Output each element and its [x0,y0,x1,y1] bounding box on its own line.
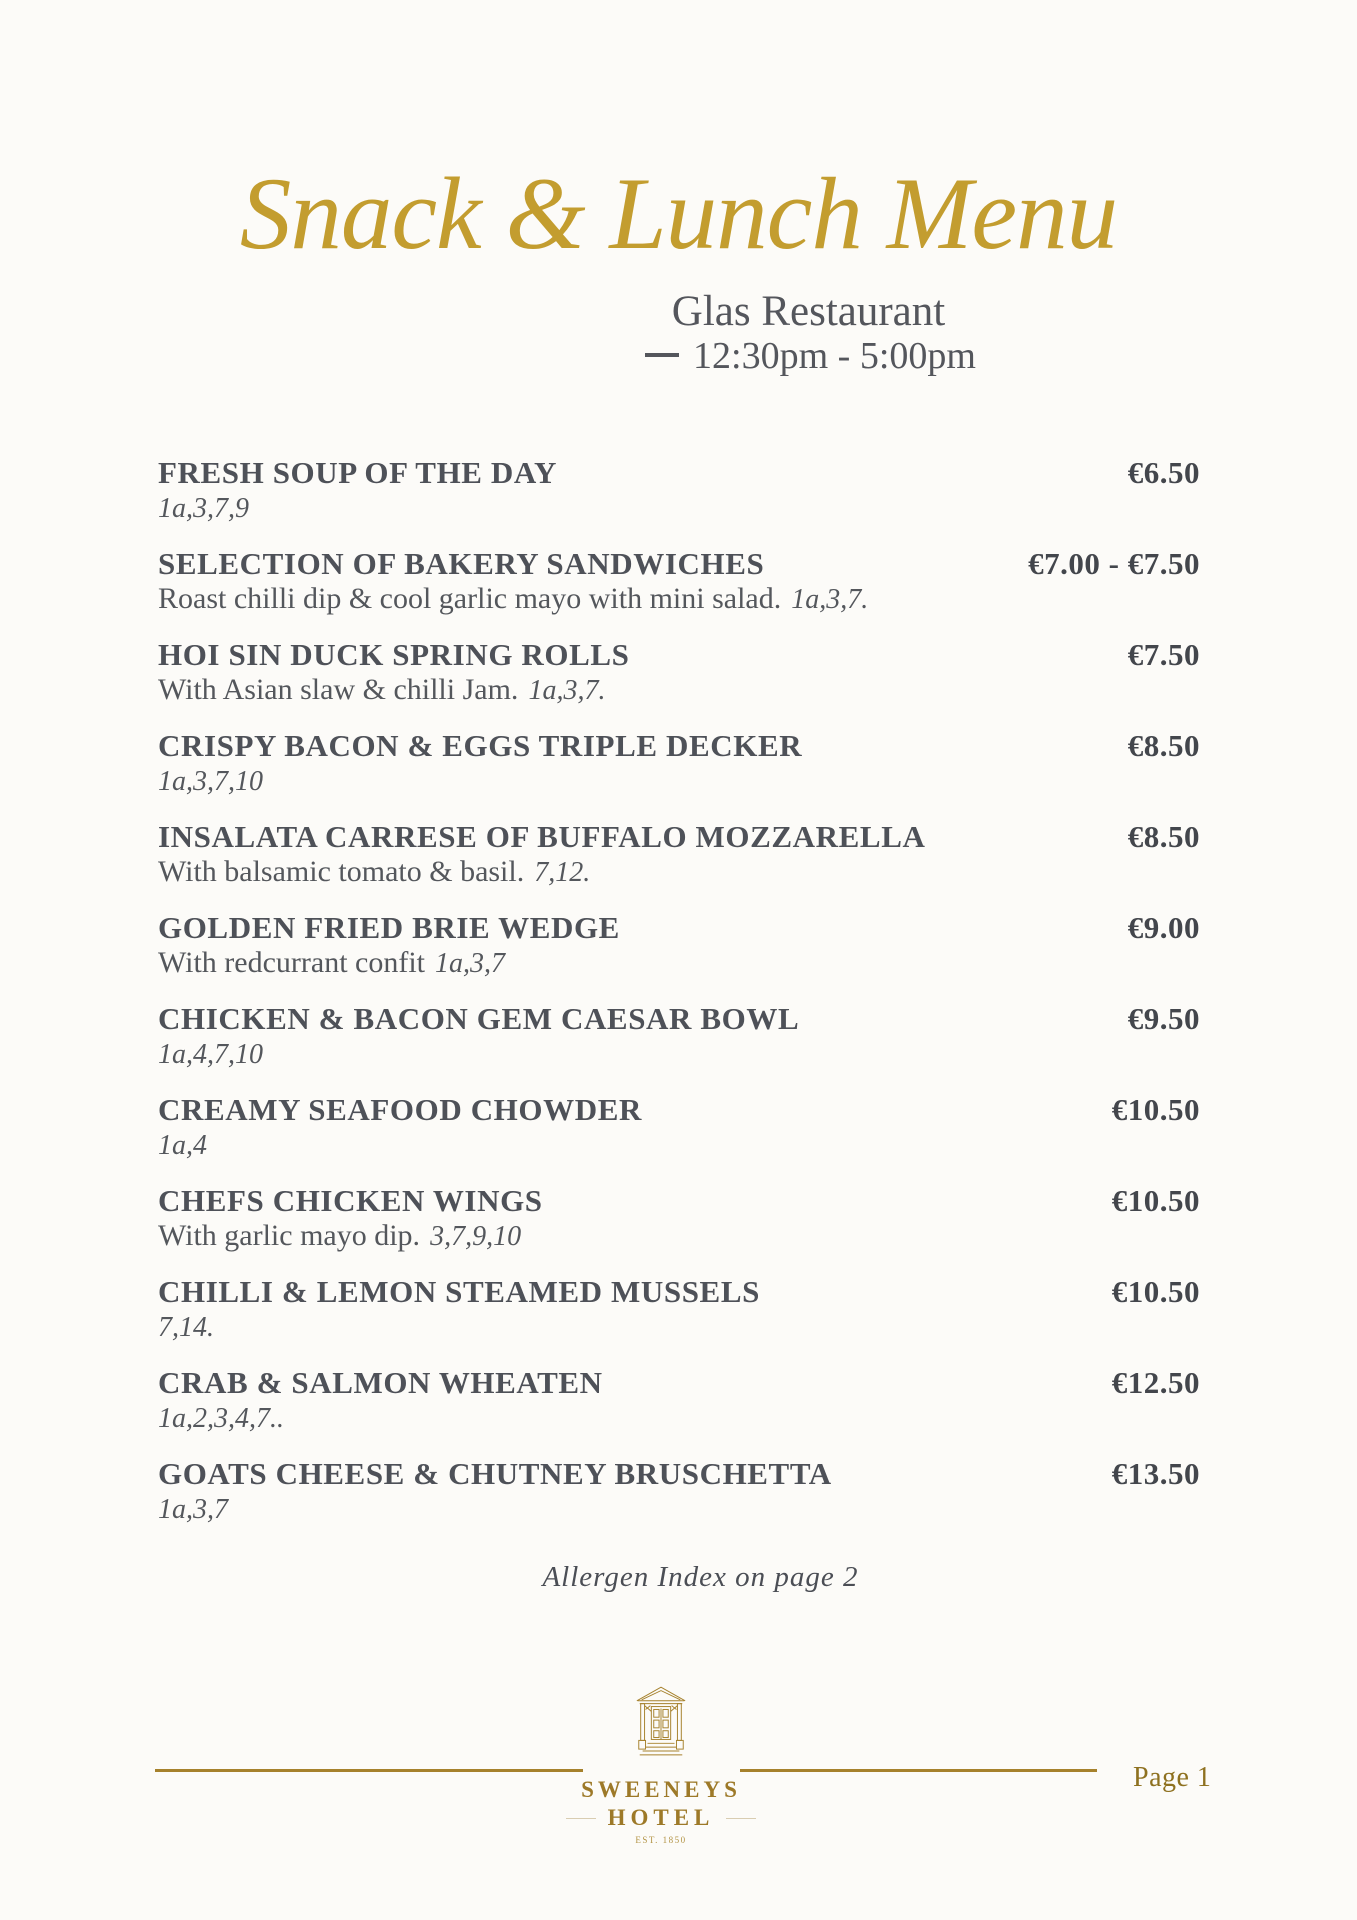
menu-item-detail [158,1402,1200,1435]
menu-item-price: €8.50 [1127,728,1200,763]
menu-item [158,1183,1200,1253]
menu-item-detail [158,765,1200,798]
menu-item [158,637,1200,707]
menu-item-name: CRAB & SALMON WHEATEN [158,1365,603,1400]
menu-item-price: €6.50 [1127,455,1200,490]
serving-hours [132,336,1357,378]
dash-icon [645,353,679,357]
menu-item-name: CREAMY SEAFOOD CHOWDER [158,1092,642,1127]
menu-item-price: €13.50 [1111,1456,1200,1491]
menu-item-price: €10.50 [1111,1092,1200,1127]
menu-item-price: €9.00 [1127,910,1200,945]
menu-item-description: With garlic mayo dip. [158,1219,421,1252]
menu-item [158,1456,1200,1526]
menu-item [158,546,1200,616]
menu-item-header [158,1365,1200,1401]
page-title: Snack & Lunch Menu [239,157,1118,271]
menu-item-price: €10.50 [1111,1183,1200,1218]
menu-item [158,1092,1200,1162]
hotel-brand-name: SWEENEYS [581,1777,741,1802]
menu-item-header [158,1183,1200,1219]
menu-item-detail [158,1493,1200,1526]
menu-item-name: CHICKEN & BACON GEM CAESAR BOWL [158,1001,800,1036]
menu-item-name: HOI SIN DUCK SPRING ROLLS [158,637,630,672]
menu-item-header [158,455,1200,491]
menu-item-name: GOLDEN FRIED BRIE WEDGE [158,910,620,945]
allergen-note: Allergen Index on page 2 [542,1561,859,1593]
menu-item-allergens: 3,7,9,10 [430,1221,522,1252]
menu-item-allergens: 7,14. [158,1312,214,1343]
menu-item [158,455,1200,525]
menu-item-detail [158,1038,1200,1071]
menu-item-detail [158,1311,1200,1344]
menu-item [158,1001,1200,1071]
menu-item-detail [158,1129,1200,1162]
menu-item-allergens: 1a,3,7. [528,675,606,706]
menu-item-name: GOATS CHEESE & CHUTNEY BRUSCHETTA [158,1456,832,1491]
menu-item-allergens: 1a,3,7,9 [158,493,249,524]
menu-item-detail [158,492,1200,525]
menu-item-price: €8.50 [1127,819,1200,854]
menu-item [158,910,1200,980]
menu-item-header [158,1092,1200,1128]
menu-item-description: With Asian slaw & chilli Jam. [158,673,519,706]
menu-item-description: Roast chilli dip & cool garlic mayo with mini salad. [158,582,782,615]
menu-item [158,1365,1200,1435]
footer-rule-left [155,1769,583,1772]
menu-item-header [158,637,1200,673]
serving-hours-text: 12:30pm - 5:00pm [693,335,976,377]
menu-item-header [158,728,1200,764]
menu-item-allergens: 1a,3,7. [791,584,869,615]
footer-rule-right [740,1769,1097,1772]
menu-item-name: FRESH SOUP OF THE DAY [158,455,558,490]
menu-item-name: INSALATA CARRESE OF BUFFALO MOZZARELLA [158,819,926,854]
menu-item-detail [158,1220,1200,1253]
menu-item-allergens: 1a,4 [158,1130,207,1161]
menu-item-allergens: 1a,3,7 [435,948,506,979]
menu-item-price: €12.50 [1111,1365,1200,1400]
menu-item [158,728,1200,798]
menu-item-allergens: 7,12. [534,857,591,888]
menu-item-header [158,546,1200,582]
hotel-brand-row [531,1805,791,1831]
menu-item-detail [158,856,1200,889]
menu-item-header [158,819,1200,855]
menu-item-header [158,910,1200,946]
hotel-brand [531,1777,791,1845]
menu-item-detail [158,583,1200,616]
menu-item-header [158,1001,1200,1037]
menu-item-price: €7.00 - €7.50 [1028,546,1200,581]
menu-item-name: CHILLI & LEMON STEAMED MUSSELS [158,1274,760,1309]
menu-item-detail [158,674,1200,707]
menu-item-name: CRISPY BACON & EGGS TRIPLE DECKER [158,728,803,763]
menu-item-header [158,1456,1200,1492]
menu-item-detail [158,947,1200,980]
restaurant-name: Glas Restaurant [671,288,946,335]
menu-item-allergens: 1a,3,7 [158,1494,228,1525]
brand-rule-right-icon [726,1818,756,1819]
hotel-established: EST. 1850 [635,1835,687,1845]
menu-item [158,819,1200,889]
menu-item-price: €9.50 [1127,1001,1200,1036]
menu-item-description: With redcurrant confit [158,946,426,979]
menu-item-header [158,1274,1200,1310]
menu-item-allergens: 1a,4,7,10 [158,1039,263,1070]
menu-item [158,1274,1200,1344]
menu-item-allergens: 1a,3,7,10 [158,766,263,797]
menu-item-description: With balsamic tomato & basil. [158,855,525,888]
menu-item-allergens: 1a,2,3,4,7.. [158,1403,284,1434]
menu-item-name: CHEFS CHICKEN WINGS [158,1183,543,1218]
menu-item-price: €10.50 [1111,1274,1200,1309]
hotel-door-logo-icon [632,1684,690,1762]
page-number: Page 1 [1133,1762,1212,1793]
menu-list [158,455,1200,1547]
hotel-brand-word: HOTEL [607,1805,715,1830]
menu-item-name: SELECTION OF BAKERY SANDWICHES [158,546,765,581]
brand-rule-left-icon [566,1818,596,1819]
menu-item-price: €7.50 [1127,637,1200,672]
